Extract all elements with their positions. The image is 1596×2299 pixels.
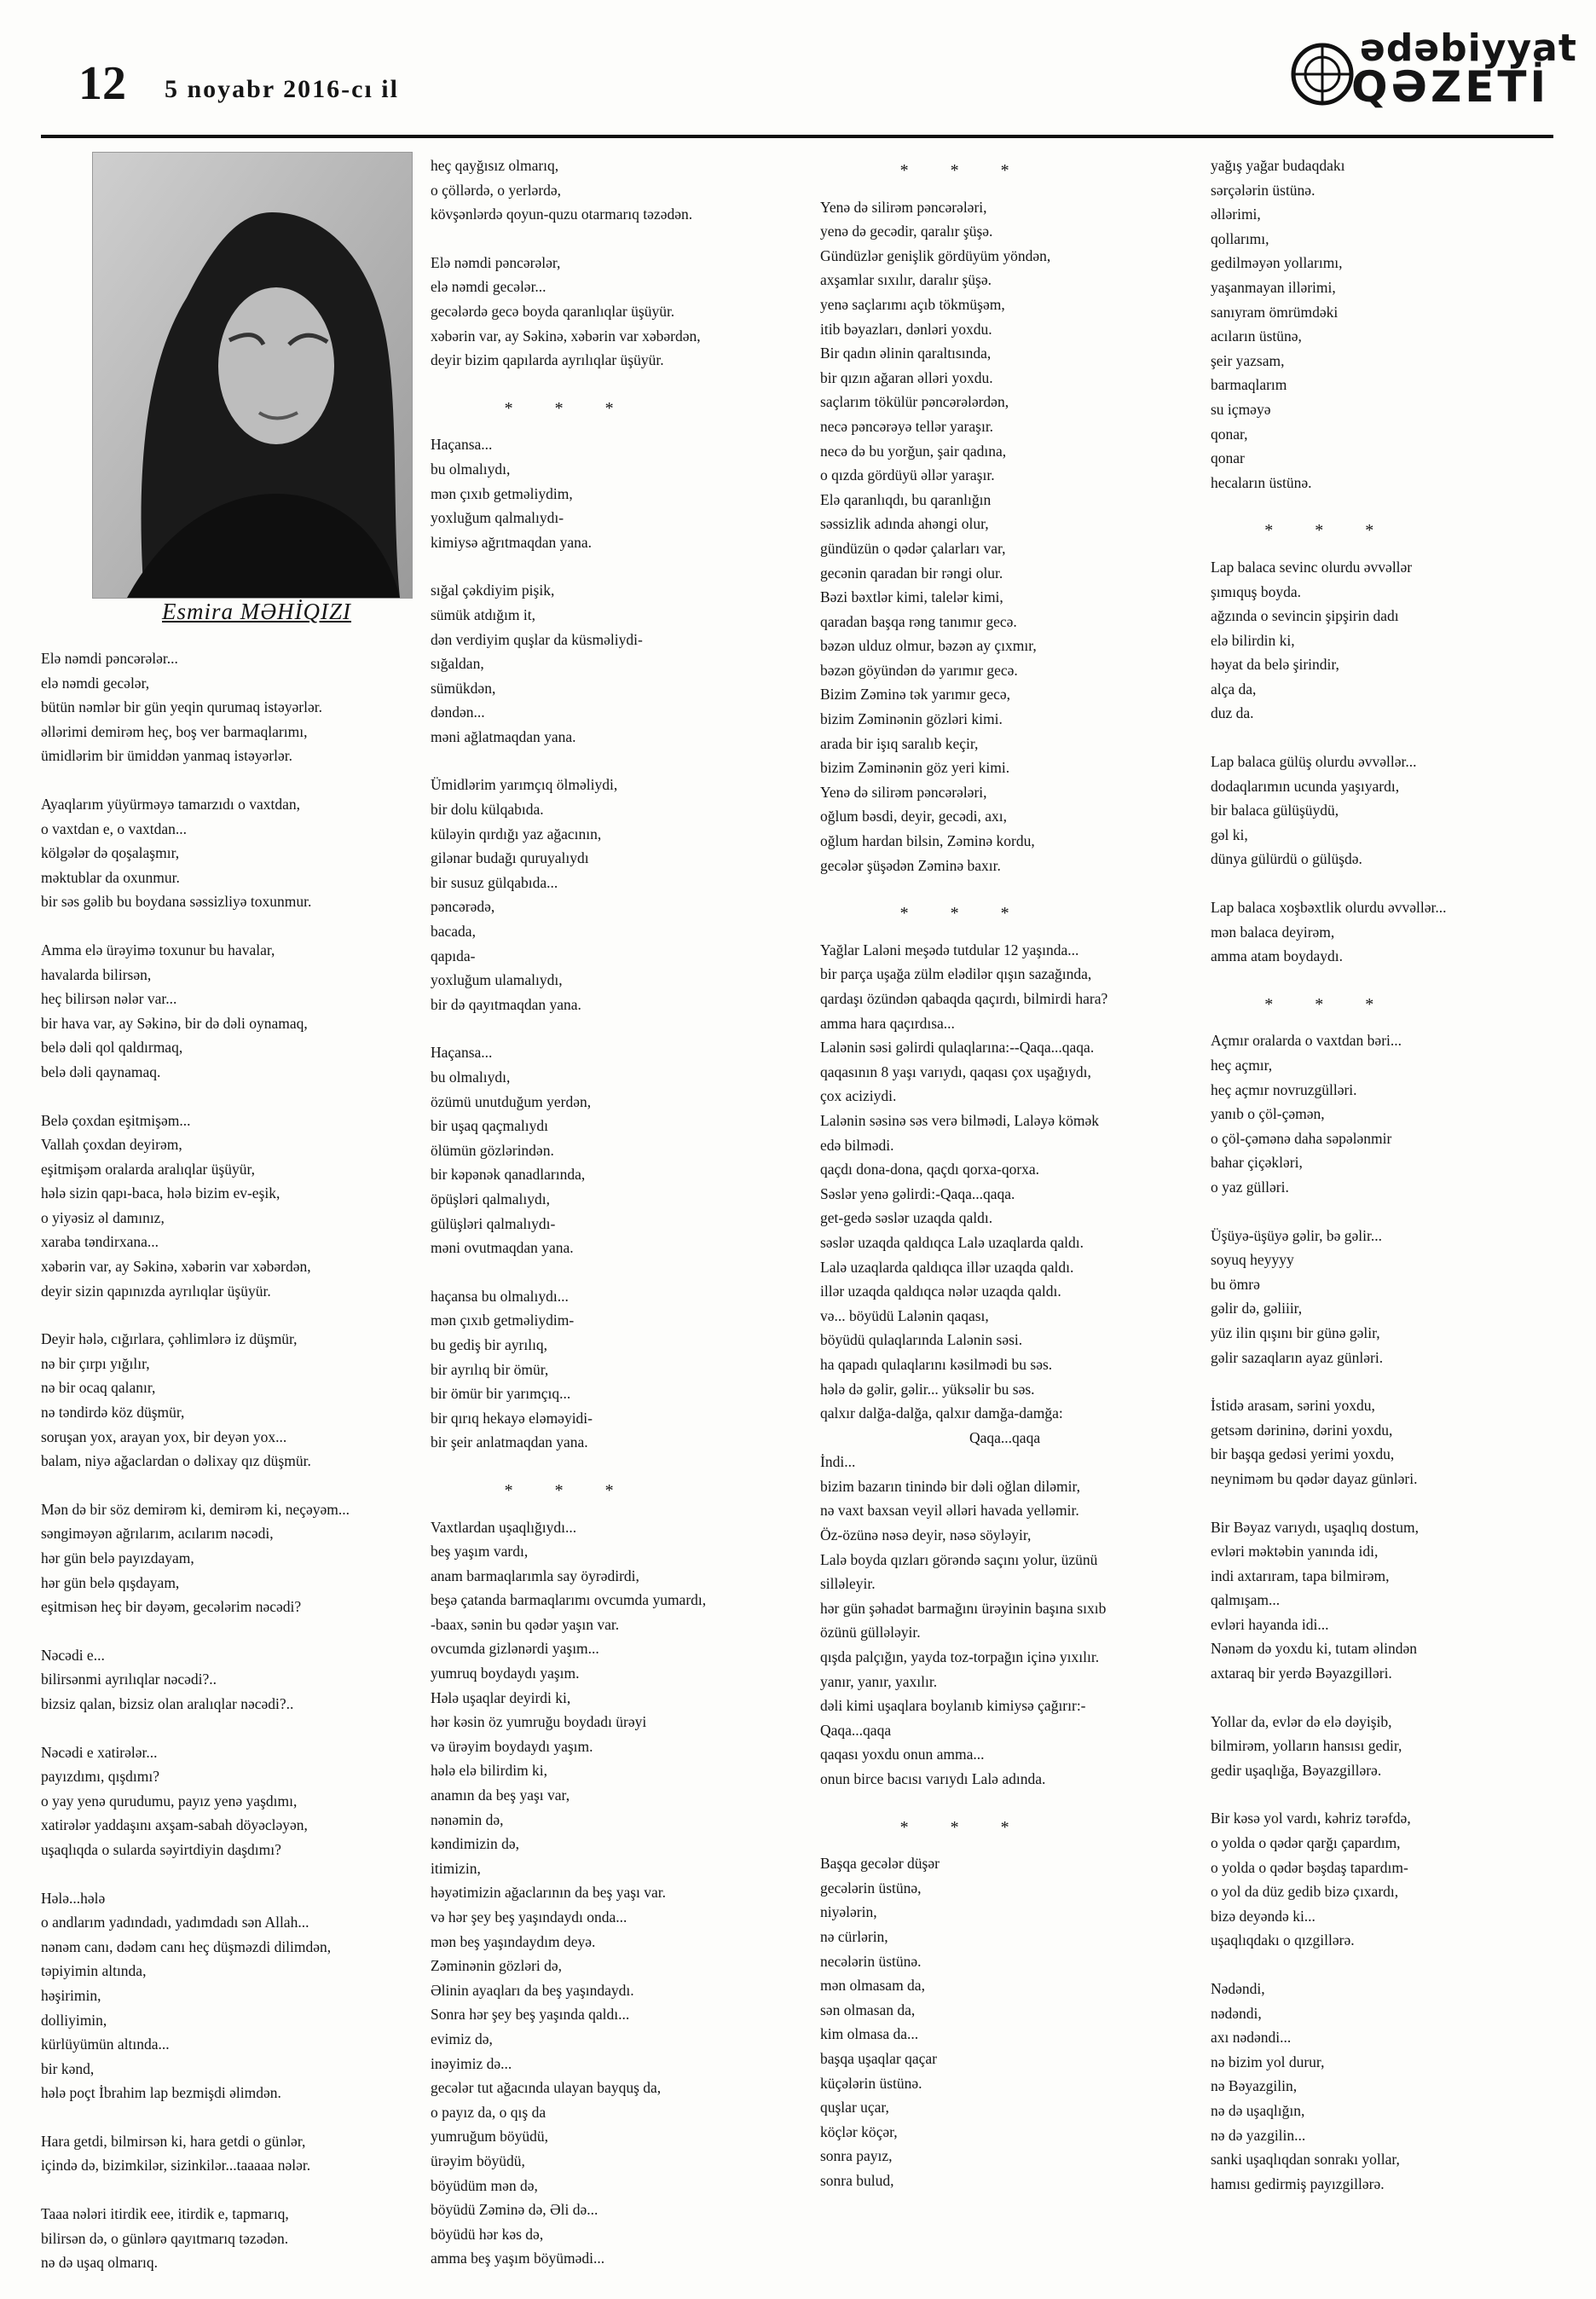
poem-stanza: Açmır oralarda o vaxtdan bəri... heç açmır, heç açmır novruzgülləri. yanıb o çöl-çəmən, o çöl-çəmənə daha səpələnmir bahar çiçəkləri, o yaz gülləri. [1211, 1032, 1402, 1196]
poem-stanza: Lap balaca xoşbəxtlik olurdu əvvəllər... mən balaca deyirəm, amma atam boydaydı. [1211, 899, 1447, 965]
poem-stanza: Hələ...hələ o andlarım yadındadı, yadımdadı sən Allah... nənəm canı, dədəm canı heç düşməzdi dilimdən, təpiyimin altında, həşirimin, dolliyimin, kürlüyümün altında... bir kənd, hələ poçt İbrahim lap bezmişdi əlimdən. [41, 1889, 332, 2102]
poem-stanza: Nədəndi, nədəndi, axı nədəndi... nə bizim yol durur, nə Bəyazgilin, nə də uşaqlığın, nə də yazgilin... sanki uşaqlıqdan sonrakı yollar, hamısı gedirmiş payızgillərə. [1211, 1980, 1400, 2192]
text-column-2 [431, 153, 706, 2295]
poem-stanza: Nəcədi e xatirələr... payızdımı, qışdımı? o yay yenə qurudumu, payız yenə yaşdımı, xatirələr yaddaşını axşam-sabah döyəcləyən, uşaqlıqda o sularda səyirtdiyin daşdımı? [41, 1743, 308, 1858]
author-photo [92, 152, 413, 599]
section-separator: * * * [899, 1817, 1028, 1837]
logo-line-2: QƏZETİ [1351, 62, 1550, 112]
poem-stanza: Amma elə ürəyimə toxunur bu havalar, havalarda bilirsən, heç bilirsən nələr var... bir hava var, ay Səkinə, bir də dəli oynamaq, belə dəli qol qaldırmaq, belə dəli qaynamaq. [41, 941, 308, 1080]
poem-stanza: Ümidlərim yarımçıq ölməliydi, bir dolu külqabıda. küləyin qırdığı yaz ağacının, gilənar budağı quruyalıydı bir susuz gülqabıda... pəncərədə, bacada, qapıda- yoxluğum ulamalıydı, bir də qayıtmaqdan yana. [431, 776, 618, 1013]
header-rule [41, 135, 1553, 138]
section-separator: * * * [504, 398, 633, 418]
author-name: Esmira MƏHİQIZI [162, 599, 351, 624]
poem-stanza: Yollar da, evlər də elə dəyişib, bilmirəm, yolların hansısı gedir, gedir uşaqlığa, Bəyazgillərə. [1211, 1712, 1402, 1779]
poem-stanza: Haçansa... bu olmalıydı, mən çıxıb getməliydim, yoxluğum qalmalıydı- kimiysə ağrıtmaqdan yana. [431, 436, 593, 551]
poem-stanza: sığal çəkdiyim pişik, sümük atdığım it, dən verdiyim quşlar da küsməliydi- sığaldan, sümükdən, dəndən... məni ağlatmaqdan yana. [431, 582, 643, 745]
page-number: 12 [78, 57, 126, 110]
poem-stanza: Başqa gecələr düşər gecələrin üstünə, niyələrin, nə cürlərin, necələrin üstünə. mən olmasam da, sən olmasan da, kim olmasa da... başqa uşaqlar qaçar küçələrin üstünə. quşlar uçar, köçlər köçər, sonra payız, sonra bulud, [820, 1855, 940, 2189]
poem-stanza: Ayaqlarım yüyürməyə tamarzıdı o vaxtdan, o vaxtdan e, o vaxtdan... kölgələr də qoşalaşmır, məktublar da oxunmur. bir səs gəlib bu boydana səssizliyə toxunmur. [41, 795, 312, 911]
text-column-4 [1211, 153, 1447, 2220]
poem-stanza: Belə çoxdan eşitmişəm... Vallah çoxdan deyirəm, eşitmişəm oralarda aralıqlar üşüyür, hələ sizin qapı-baca, hələ bizim ev-eşik, o yiyəsiz əl damınız, xaraba təndirxana... xəbərin var, ay Səkinə, xəbərin var xəbərdən, deyir sizin qapınızda ayrılıqlar üşüyür. [41, 1111, 311, 1300]
issue-date: 5 noyabr 2016-cı il [165, 75, 399, 103]
logo-line-1: ədəbiyyat [1360, 26, 1577, 70]
poem-stanza: Lap balaca sevinc olurdu əvvəllər şımıquş boyda. ağzında o sevincin şipşirin dadı elə bilirdin ki, həyat da belə şirindir, alça da, duz da. [1211, 558, 1413, 722]
poem-stanza: Üşüyə-üşüyə gəlir, bə gəlir... soyuq heyyyy bu ömrə gəlir də, gəliiir, yüz ilin qışını bir günə gəlir, gəlir sazaqların ayaz günləri. [1211, 1226, 1384, 1366]
section-separator: * * * [1264, 521, 1393, 541]
poem-stanza: Vaxtlardan uşaqlığıydı... beş yaşım vardı, anam barmaqlarımla say öyrədirdi, beşə çatanda barmaqlarımı ovcumda yumardı, -baax, sənin bu qədər yaşın var. ovcumda gizlənərdi yaşım... yumruq boydaydı yaşım. Hələ uşaqlar deyirdi ki, hər kəsin öz yumruğu boydadı ürəyi və ürəyim boydaydı yaşım. hələ elə bilirdim ki, anamın da beş yaşı var, nənəmin də, kəndimizin də, itimizin, həyətimizin ağaclarının da beş yaşı var. və hər şey beş yaşındaydı onda... mən beş yaşındaydım deyə. Zəminənin gözləri də, Əlinin ayaqları da beş yaşındaydı. Sonra hər şey beş yaşında qaldı... evimiz də, inəyimiz də... gecələr tut ağacında ulayan bayquş da, o payız da, o qış da yumruğum böyüdü, ürəyim böyüdü, böyüdüm mən də, böyüdü Zəminə də, Əli də... böyüdü hər kəs də, amma beş yaşım böyümədi... [431, 1518, 707, 2267]
poem-stanza: Taaa nələri itirdik eee, itirdik e, tapmarıq, bilirsən də, o günlərə qayıtmarıq təzədən. nə də uşaq olmarıq. [41, 2205, 289, 2272]
section-separator: * * * [899, 904, 1028, 924]
poem-stanza: Haçansa... bu olmalıydı, özümü unutduğum yerdən, bir uşaq qaçmalıydı ölümün gözlərindən. bir kəpənək qanadlarında, öpüşləri qalmalıydı, gülüşləri qalmalıydı- məni ovutmaqdan yana. [431, 1044, 592, 1257]
poem-stanza: Mən də bir söz demirəm ki, demirəm ki, neçəyəm... səngiməyən ağrılarım, acılarım nəcədi, hər gün belə payızdayam, hər gün belə qışdayam, eşitmisən heç bir dəyəm, gecələrim nəcədi? [41, 1500, 350, 1616]
poem-stanza: Deyir hələ, cığırlara, çəhlimlərə iz düşmür, nə bir çırpı yığılır, nə bir ocaq qalanır, nə təndirdə köz düşmür, soruşan yox, arayan yox, bir deyən yox... balam, niyə ağaclardan o dəlixay qız düşmür. [41, 1330, 311, 1470]
section-separator: * * * [1264, 994, 1393, 1014]
logo-emblem-icon [1288, 40, 1356, 108]
section-separator: * * * [899, 161, 1028, 180]
poem-stanza: Nəcədi e... bilirsənmi ayrılıqlar nəcədi?.. bizsiz qalan, bizsiz olan aralıqlar nəcədi?.. [41, 1646, 294, 1712]
text-column-3 [820, 153, 1107, 2217]
poem-stanza: Hara getdi, bilmirsən ki, hara getdi o günlər, içində də, bizimkilər, sizinkilər...taaaaa nələr. [41, 2132, 311, 2174]
page-header [0, 0, 1596, 136]
poem-stanza: İstidə arasam, sərini yoxdu, getsəm dərininə, dərini yoxdu, bir başqa gedəsi yerimi yoxdu, neyniməm bu qədər dayaz günləri. [1211, 1397, 1418, 1487]
poem-stanza: Yenə də silirəm pəncərələri, yenə də gecədir, qaralır şüşə. Gündüzlər genişlik gördüyüm yöndən, axşamlar sıxılır, daralır şüşə. yenə saçlarımı açıb tökmüşəm, itib bəyazları, dənləri yoxdu. Bir qadın əlinin qaraltısında, bir qızın ağaran əlləri yoxdu. saçlarım tökülür pəncərələrdən, necə pəncərəyə tellər yaraşır. necə də bu yorğun, şair qadına, o qızda gördüyü əllər yaraşır. Elə qaranlıqdı, bu qaranlığın səssizlik adında ahəngi olur, gündüzün o qədər çalarları var, gecənin qaradan bir rəngi olur. Bəzi bəxtlər kimi, talelər kimi, qaradan başqa rəng tanımır gecə. bəzən ulduz olmur, bəzən ay çıxmır, bəzən göyündən də yarımır gecə. Bizim Zəminə tək yarımır gecə, bizim Zəminənin gözləri kimi. arada bir işıq saralıb keçir, bizim Zəminənin göz yeri kimi. Yenə də silirəm pəncərələri, oğlum bəsdi, deyir, gecədi, axı, oğlum hardan bilsin, Zəminə kordu, gecələr şüşədən Zəminə baxır. [820, 198, 1051, 874]
text-column-1 [41, 646, 350, 2299]
poem-stanza: yağış yağar budaqdakı sərçələrin üstünə. əllərimi, qollarımı, gedilməyən yollarımı, yaşanmayan illərimi, sanıyram ömrümdəki acıların üstünə, şeir yazsam, barmaqlarım su içməyə qonar, qonar hecaların üstünə. [1211, 157, 1345, 491]
poem-stanza: Elə nəmdi pəncərələr, elə nəmdi gecələr... gecələrdə gecə boyda qaranlıqlar üşüyür. xəbərin var, ay Səkinə, xəbərin var xəbərdən, deyir bizim qapılarda ayrılıqlar üşüyür. [431, 253, 701, 369]
section-separator: * * * [504, 1480, 633, 1500]
poem-stanza: Bir kəsə yol vardı, kəhriz tərəfdə, o yolda o qədər qarğı çapardım, o yolda o qədər bəşdaş tapardım- o yol da düz gedib bizə çıxardı, bizə deyəndə ki... uşaqlıqdakı o qızgillərə. [1211, 1810, 1411, 1949]
newspaper-logo [1283, 26, 1577, 112]
poem-stanza: Yağlar Laləni meşədə tutdular 12 yaşında... bir parça uşağa zülm elədilər qışın sazağında, qardaşı özündən qabaqda qaçırdı, bilmirdi hara? amma hara qaçırdısa... Lalənin səsi gəlirdi qulaqlarına:--Qaqa...qaqa. qaqasının 8 yaşı varıydı, qaqası çox uşağıydı, çox aciziydi. Lalənin səsinə səs verə bilmədi, Laləyə kömək edə bilmədi. qaçdı dona-dona, qaçdı qorxa-qorxa. Səslər yenə gəlirdi:-Qaqa...qaqa. get-gedə səslər uzaqda qaldı. səslər uzaqda qaldıqca Lalə uzaqlarda qaldı. Lalə uzaqlarda qaldıqca illər uzaqda qaldı. illər uzaqda qaldıqca nələr uzaqda qaldı. və... böyüdü Lalənin qaqası, böyüdü qulaqlarında Lalənin səsi. ha qapadı qulaqlarını kəsilmədi bu səs. hələ də gəlir, gəlir... yüksəlir bu səs. qalxır dalğa-dalğa, qalxır damğa-damğa: Qaqa...qaqa İndi... bizim bazarın tinində bir dəli oğlan diləmir, nə vaxt baxsan veyil əlləri havada yelləmir. Öz-özünə nəsə deyir, nəsə söyləyir, Lalə boyda qızları görəndə saçını yolur, üzünü silləleyir. hər gün şəhadət barmağını ürəyinin başına sıxıb özünü güllələyir. qışda palçığın, yayda toz-torpağın içinə yıxılır. yanır, yanır, yaxılır. dəli kimi uşaqlara boylanıb kimiysə çağırır:- Qaqa...qaqa qaqası yoxdu onun amma... onun birce bacısı varıydı Lalə adında. [820, 941, 1108, 1787]
poem-stanza: Elə nəmdi pəncərələr... elə nəmdi gecələr, bütün nəmlər bir gün yeqin qurumaq istəyərlər. əllərimi demirəm heç, boş ver barmaqlarımı, ümidlərim bir ümiddən yanmaq istəyərlər. [41, 650, 322, 765]
poem-stanza: haçansa bu olmalıydı... mən çıxıb getməliydim- bu gediş bir ayrılıq, bir ayrılıq bir ömür, bir ömür bir yarımçıq... bir qırıq hekayə eləməyidi- bir şeir anlatmaqdan yana. [431, 1287, 593, 1451]
poem-stanza: heç qayğısız olmarıq, o çöllərdə, o yerlərdə, kövşənlərdə qoyun-quzu otarmarıq təzədən. [431, 157, 693, 223]
poem-stanza: Bir Bəyaz varıydı, uşaqlıq dostum, evləri məktəbin yanında idi, indi axtarıram, tapa bilmirəm, qalmışam... evləri hayanda idi... Nənəm də yoxdu ki, tutam əlindən axtaraq bir yerdə Bəyazgilləri. [1211, 1518, 1419, 1682]
poem-stanza: Lap balaca gülüş olurdu əvvəllər... dodaqlarımın ucunda yaşıyardı, bir balaca gülüşüydü, gəl ki, dünya gülürdü o gülüşdə. [1211, 753, 1417, 868]
